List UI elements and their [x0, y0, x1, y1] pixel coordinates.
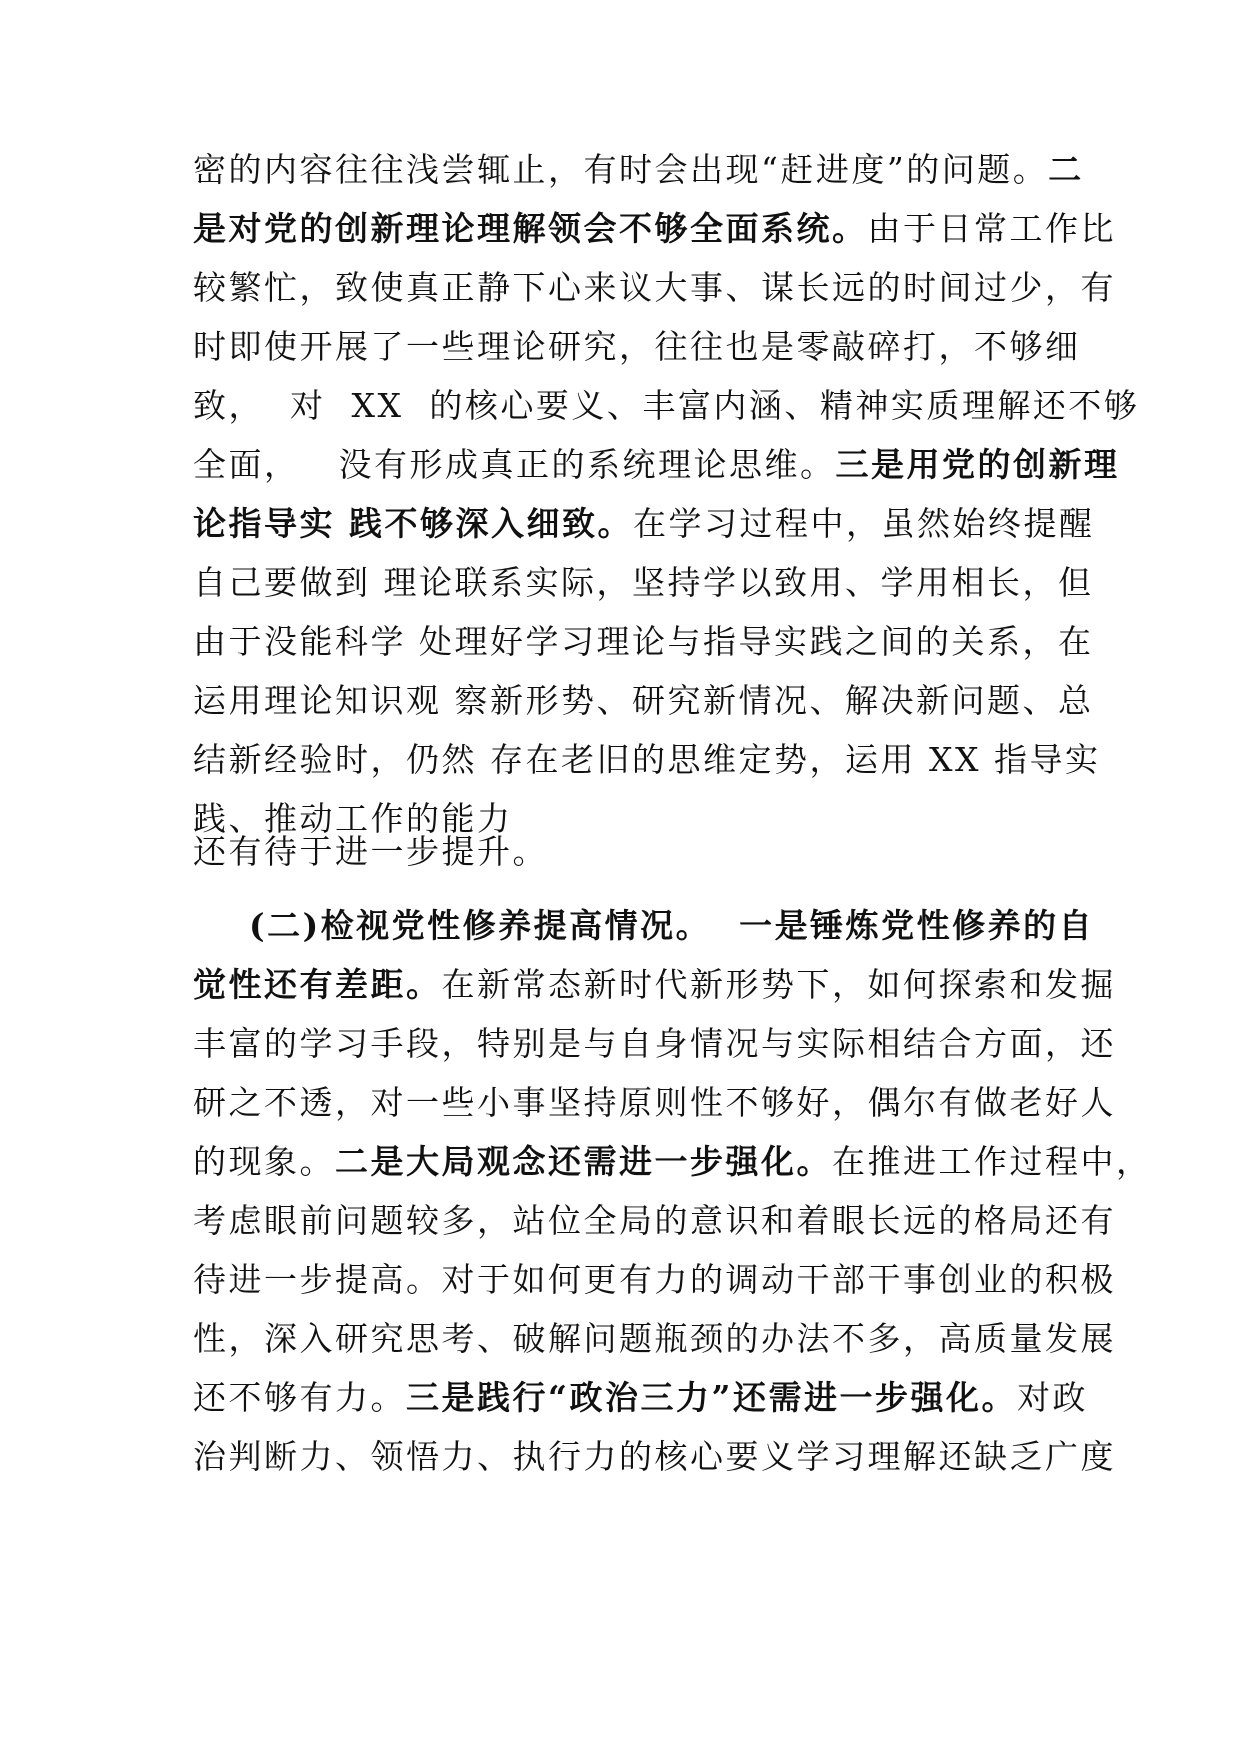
text-line — [193, 1437, 1116, 1477]
body-text: 结新经验时，仍然 存在老旧的思维定势，运用 XX 指导实 — [193, 740, 1101, 779]
body-text: 的现象。 — [193, 1142, 335, 1181]
bold-text: 是对党的创新理论理解领会不够全面系统。 — [193, 209, 868, 248]
body-text: 自己要做到 理论联系实际，坚持学以致用、学用相长，但 — [193, 563, 1094, 602]
text-line — [193, 965, 1116, 1005]
body-text: 治判断力、领悟力、执行力的核心要义学习理解还缺乏广度 — [193, 1437, 1116, 1476]
body-text: 还不够有力。 — [193, 1378, 406, 1417]
body-text: 较繁忙，致使真正静下心来议大事、谋长远的时间过少，有 — [193, 268, 1116, 307]
body-text: 考虑眼前问题较多，站位全局的意识和着眼长远的格局还有 — [193, 1201, 1116, 1240]
text-line — [193, 906, 1094, 946]
text-line — [193, 681, 1094, 721]
text-line — [193, 386, 1139, 426]
body-text: 在新常态新时代新形势下，如何探索和发掘 — [441, 965, 1116, 1004]
body-text: 研之不透，对一些小事坚持原则性不够好，偶尔有做老好人 — [193, 1083, 1116, 1122]
bold-text: 三是用党的创新理 — [835, 445, 1120, 484]
bold-text: 三是践行“政治三力”还需进一步强化。 — [406, 1378, 1017, 1417]
body-text: 由于日常工作比 — [867, 209, 1116, 248]
bold-text: 论指导实 践不够深入细致。 — [193, 504, 633, 543]
bold-text: (二)检视党性修养提高情况。 一是锤炼党性修养的自 — [193, 906, 1095, 945]
text-line — [193, 1142, 1152, 1182]
body-text: 由于没能科学 处理好学习理论与指导实践之间的关系，在 — [193, 622, 1094, 661]
text-line — [193, 1201, 1116, 1241]
bold-text: 二是大局观念还需进一步强化。 — [335, 1142, 832, 1181]
body-text: 还有待于进一步提升。 — [193, 832, 548, 871]
text-line — [193, 1260, 1116, 1300]
text-line — [193, 1378, 1088, 1418]
text-line — [193, 622, 1094, 662]
text-line — [193, 327, 1081, 367]
text-line — [193, 209, 1116, 249]
text-line — [193, 1083, 1116, 1123]
text-line — [193, 150, 1084, 190]
bold-text: 觉性还有差距。 — [193, 965, 442, 1004]
text-line — [193, 1024, 1116, 1064]
body-text: 性，深入研究思考、破解问题瓶颈的办法不多，高质量发展 — [193, 1319, 1116, 1358]
body-text: 对政 — [1016, 1378, 1088, 1417]
text-line — [193, 740, 1100, 780]
body-text: 致， 对 XX 的核心要义、丰富内涵、精神实质理解还不够 — [193, 386, 1140, 425]
body-text: 时即使开展了一些理论研究，往往也是零敲碎打，不够细 — [193, 327, 1081, 366]
body-text: 在推进工作过程中， — [832, 1142, 1152, 1181]
body-text: 运用理论知识观 察新形势、研究新情况、解决新问题、总 — [193, 681, 1094, 720]
bold-text: 二 — [1048, 150, 1084, 189]
body-text: 丰富的学习手段，特别是与自身情况与实际相结合方面，还 — [193, 1024, 1116, 1063]
text-line — [193, 268, 1116, 308]
body-text: 践、推动工作的能力 — [193, 799, 513, 838]
body-text: 在学习过程中，虽然始终提醒 — [633, 504, 1095, 543]
text-line — [193, 445, 1119, 485]
text-line — [193, 832, 548, 872]
text-line — [193, 504, 1095, 544]
body-text: 待进一步提高。对于如何更有力的调动干部干事创业的积极 — [193, 1260, 1116, 1299]
text-line — [193, 563, 1094, 603]
body-text: 密的内容往往浅尝辄止，有时会出现“赶进度”的问题。 — [193, 150, 1049, 189]
text-line — [193, 1319, 1116, 1359]
body-text: 全面， 没有形成真正的系统理论思维。 — [193, 445, 836, 484]
